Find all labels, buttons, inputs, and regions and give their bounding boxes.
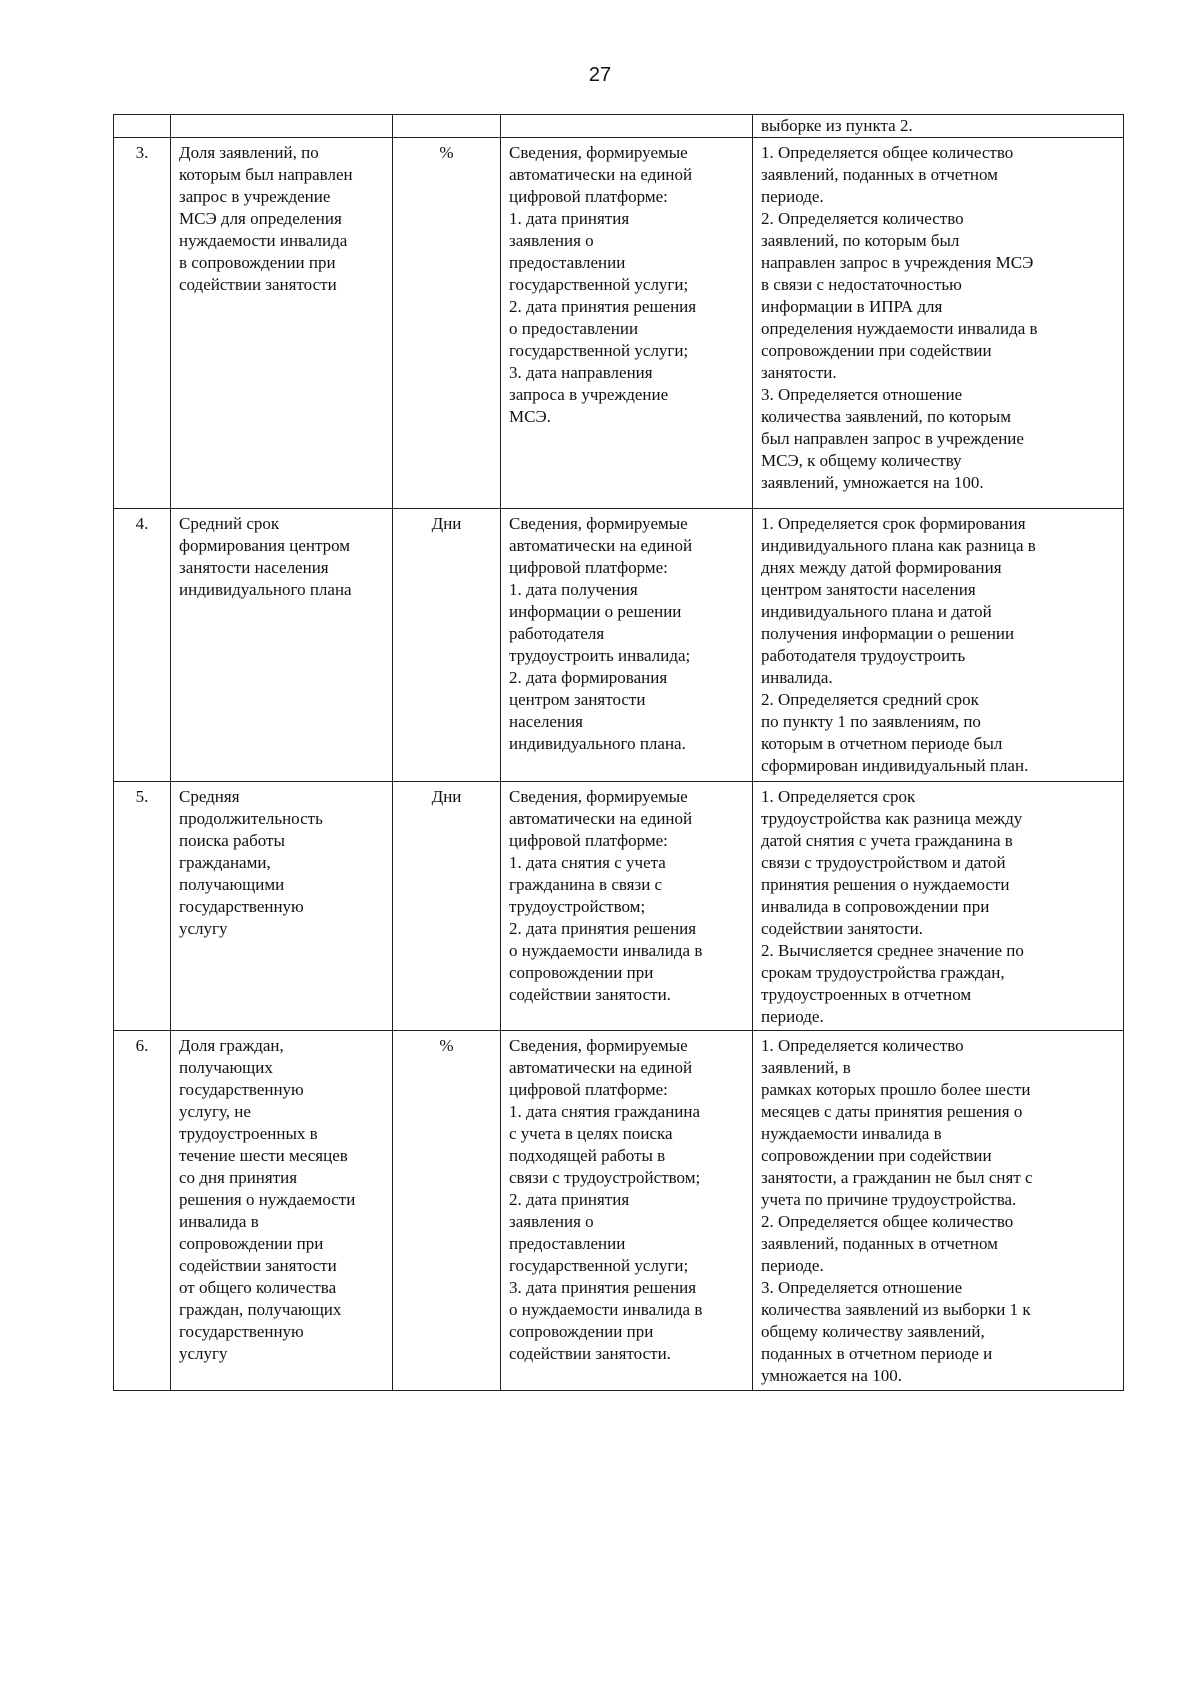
method-cell: 1. Определяется срок формирования индивидуального плана как разница в днях между датой формирования центром занятости населения индивидуального плана и датой получения информации о решении работодателя трудоустроить инвалида. 2. Определяется средний срок по пункту 1 по заявлениям, по которым в отчетном периоде был сформирован индивидуальный план. [753, 509, 1124, 782]
num-cell [114, 115, 171, 138]
name-cell: Доля граждан, получающих государственную услугу, не трудоустроенных в течение шести месяцев со дня принятия решения о нуждаемости инвалида в сопровождении при содействии занятости от общего количества граждан, получающих государственную услугу [171, 1031, 393, 1391]
table-row [114, 509, 1124, 782]
unit-cell: % [393, 1031, 501, 1391]
table-row [114, 115, 1124, 138]
num-cell: 6. [114, 1031, 171, 1391]
method-cell: выборке из пункта 2. [753, 115, 1124, 138]
indicators-table [113, 114, 1124, 1391]
source-cell: Сведения, формируемые автоматически на единой цифровой платформе: 1. дата получения информации о решении работодателя трудоустроить инвалида; 2. дата формирования центром занятости населения индивидуального плана. [501, 509, 753, 782]
name-cell [171, 115, 393, 138]
num-cell: 4. [114, 509, 171, 782]
method-cell: 1. Определяется общее количество заявлений, поданных в отчетном периоде. 2. Определяется количество заявлений, по которым был направлен запрос в учреждения МСЭ в связи с недостаточностью информации в ИПРА для определения нуждаемости инвалида в сопровождении при содействии занятости. 3. Определяется отношение количества заявлений, по которым был направлен запрос в учреждение МСЭ, к общему количеству заявлений, умножается на 100. [753, 138, 1124, 509]
table-row [114, 782, 1124, 1031]
source-cell: Сведения, формируемые автоматически на единой цифровой платформе: 1. дата принятия заявления о предоставлении государственной услуги; 2. дата принятия решения о предоставлении государственной услуги; 3. дата направления запроса в учреждение МСЭ. [501, 138, 753, 509]
table-row [114, 138, 1124, 509]
name-cell: Средний срок формирования центром занятости населения индивидуального плана [171, 509, 393, 782]
method-cell: 1. Определяется количество заявлений, в рамках которых прошло более шести месяцев с даты принятия решения о нуждаемости инвалида в сопровождении при содействии занятости, а гражданин не был снят с учета по причине трудоустройства. 2. Определяется общее количество заявлений, поданных в отчетном периоде. 3. Определяется отношение количества заявлений из выборки 1 к общему количеству заявлений, поданных в отчетном периоде и умножается на 100. [753, 1031, 1124, 1391]
num-cell: 5. [114, 782, 171, 1031]
page-number: 27 [588, 64, 612, 86]
source-cell: Сведения, формируемые автоматически на единой цифровой платформе: 1. дата снятия с учета гражданина в связи с трудоустройством; 2. дата принятия решения о нуждаемости инвалида в сопровождении при содействии занятости. [501, 782, 753, 1031]
table-row [114, 1031, 1124, 1391]
method-cell: 1. Определяется срок трудоустройства как разница между датой снятия с учета гражданина в связи с трудоустройством и датой принятия решения о нуждаемости инвалида в сопровождении при содействии занятости. 2. Вычисляется среднее значение по срокам трудоустройства граждан, трудоустроенных в отчетном периоде. [753, 782, 1124, 1031]
source-cell: Сведения, формируемые автоматически на единой цифровой платформе: 1. дата снятия гражданина с учета в целях поиска подходящей работы в связи с трудоустройством; 2. дата принятия заявления о предоставлении государственной услуги; 3. дата принятия решения о нуждаемости инвалида в сопровождении при содействии занятости. [501, 1031, 753, 1391]
name-cell: Доля заявлений, по которым был направлен запрос в учреждение МСЭ для определения нуждаемости инвалида в сопровождении при содействии занятости [171, 138, 393, 509]
name-cell: Средняя продолжительность поиска работы гражданами, получающими государственную услугу [171, 782, 393, 1031]
unit-cell [393, 115, 501, 138]
source-cell [501, 115, 753, 138]
unit-cell: Дни [393, 782, 501, 1031]
num-cell: 3. [114, 138, 171, 509]
unit-cell: Дни [393, 509, 501, 782]
unit-cell: % [393, 138, 501, 509]
